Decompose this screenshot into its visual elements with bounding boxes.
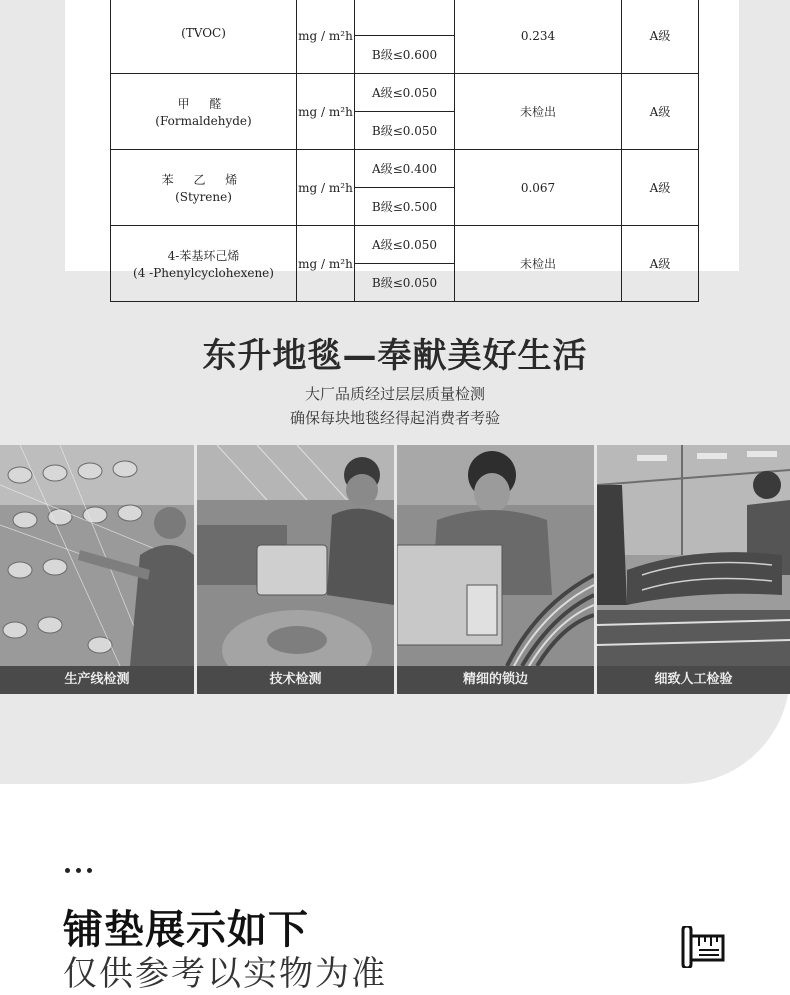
- substance-name-en: (Formaldehyde): [155, 113, 252, 128]
- substance-name-en: (Styrene): [175, 189, 232, 204]
- limit-a-cell: A级≤0.050: [355, 74, 455, 112]
- unit-cell: mg / m²h: [297, 0, 355, 74]
- display-section-title: 铺垫展示如下: [63, 907, 309, 953]
- result-cell: 0.234: [455, 0, 622, 74]
- photo-caption: 生产线检测: [0, 666, 194, 694]
- limit-b-cell: B级≤0.050: [355, 112, 455, 150]
- grade-cell: A级: [622, 150, 699, 226]
- ruler-icon: [679, 926, 727, 968]
- section-heading: 东升地毯—奉献美好生活: [202, 336, 588, 376]
- limit-a-cell: A级≤0.400: [355, 150, 455, 188]
- technical-inspection-image: [197, 445, 394, 666]
- grade-cell: A级: [622, 226, 699, 302]
- substance-name-en: (4 -Phenylcyclohexene): [133, 265, 274, 280]
- technical-inspection-photo: [197, 445, 394, 694]
- table-row-styrene: [111, 150, 699, 188]
- manual-inspection-photo: [597, 445, 790, 694]
- photo-caption: 技术检测: [197, 666, 394, 694]
- production-line-image: [0, 445, 194, 666]
- photo-caption: 精细的锁边: [397, 666, 594, 694]
- substance-name-cn: 4-苯基环己烯: [167, 248, 240, 263]
- substance-name-cn: 苯 乙 烯: [161, 172, 246, 187]
- result-cell: 未检出: [455, 74, 622, 150]
- limit-b-cell: B级≤0.050: [355, 264, 455, 302]
- test-report-table: [110, 0, 699, 302]
- unit-cell: mg / m²h: [297, 150, 355, 226]
- substance-name-cn: 甲 醛: [177, 96, 230, 111]
- result-cell: 0.067: [455, 150, 622, 226]
- table-row-formaldehyde: [111, 74, 699, 112]
- photo-caption: 细致人工检验: [597, 666, 790, 694]
- production-line-photo: [0, 445, 194, 694]
- limit-a-cell: A级≤0.050: [355, 226, 455, 264]
- edge-binding-image: [397, 445, 594, 666]
- substance-name: (TVOC): [181, 25, 226, 40]
- limit-b-cell: B级≤0.500: [355, 188, 455, 226]
- edge-binding-photo: [397, 445, 594, 694]
- unit-cell: mg / m²h: [297, 74, 355, 150]
- section-subtitle-line2: 确保每块地毯经得起消费者考验: [289, 409, 500, 427]
- grade-cell: A级: [622, 0, 699, 74]
- unit-cell: mg / m²h: [297, 226, 355, 302]
- manual-inspection-image: [597, 445, 790, 666]
- table-row-phenylcyclohexene: [111, 226, 699, 264]
- section-subtitle-line1: 大厂品质经过层层质量检测: [304, 385, 485, 403]
- display-section-subtitle: 仅供参考以实物为准: [63, 954, 387, 994]
- limit-a-cell: [355, 0, 455, 36]
- grade-cell: A级: [622, 74, 699, 150]
- result-cell: 未检出: [455, 226, 622, 302]
- table-row-tvoc: [111, 0, 699, 36]
- decorative-dots: [65, 858, 98, 877]
- limit-b-cell: B级≤0.600: [355, 36, 455, 74]
- inspection-photo-strip: [0, 445, 790, 694]
